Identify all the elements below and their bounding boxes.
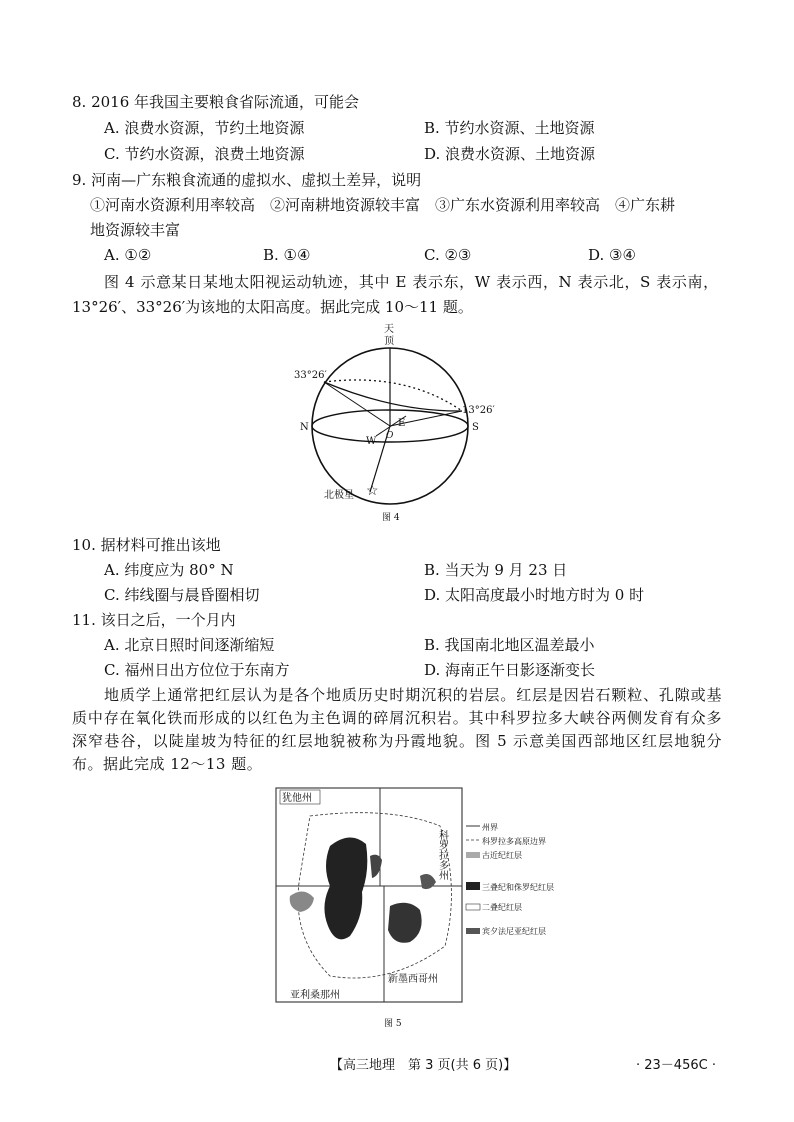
north-label: N	[300, 422, 309, 433]
fig4-intro-line2: 13°26′、33°26′为该地的太阳高度。据此完成 10～11 题。	[72, 298, 473, 316]
new-mexico-label: 新墨西哥州	[388, 974, 438, 985]
legend-state-border: 州界	[482, 823, 498, 832]
arizona-label: 亚利桑那州	[290, 990, 340, 1001]
fig4-intro-line1: 图 4 示意某日某地太阳视运动轨迹，其中 E 表示东，W 表示西，N 表示北，S 表示南，	[104, 273, 719, 291]
q9-items-line1: ①河南水资源利用率较高 ②河南耕地资源较丰富 ③广东水资源利用率较高 ④广东耕	[90, 196, 676, 214]
page-footer-center: 【高三地理 第 3 页(共 6 页)】	[330, 1058, 517, 1073]
fig5-intro-paragraph: 地质学上通常把红层认为是各个地质历史时期沉积的岩层。红层是因岩石颗粒、孔隙或基质中存在氧化铁而形成的以红色为主色调的碎屑沉积岩。其中科罗拉多大峡谷两侧发育有众多深窄巷谷，以陡崖坡为特征的红层地貌被称为丹霞地貌。图 5 示意美国西部地区红层地貌分布。据此完成 12～13 题。	[72, 686, 722, 773]
zenith-label-2: 顶	[384, 336, 394, 347]
utah-label: 犹他州	[282, 793, 312, 804]
polaris-star-icon: ☆	[366, 483, 379, 499]
sun-path-front	[324, 382, 462, 411]
q8-option-d: D. 浪费水资源、土地资源	[424, 145, 596, 163]
page-footer-code: · 23－456C ·	[636, 1058, 716, 1073]
polaris-label: 北极星	[324, 490, 354, 501]
q10-option-a: A. 纬度应为 80° N	[104, 561, 234, 579]
colorado-label: 科罗拉多州	[436, 830, 448, 880]
q11-option-a: A. 北京日照时间逐渐缩短	[104, 636, 275, 654]
q9-option-c: C. ②③	[424, 246, 472, 264]
q10-stem: 10. 据材料可推出该地	[72, 536, 221, 554]
q10-option-d: D. 太阳高度最小时地方时为 0 时	[424, 586, 645, 604]
q11-option-d: D. 海南正午日影逐渐变长	[424, 661, 596, 679]
q9-stem: 9. 河南—广东粮食流通的虚拟水、虚拟土差异，说明	[72, 171, 422, 189]
legend-pennsylvanian: 宾夕法尼亚纪红层	[482, 927, 546, 936]
figure-4-caption: 图 4	[382, 513, 400, 523]
q11-stem: 11. 该日之后，一个月内	[72, 611, 236, 629]
ray-high	[324, 382, 390, 426]
angle-high-label: 33°26′	[294, 370, 327, 381]
origin-label: O	[386, 431, 394, 441]
q10-option-b: B. 当天为 9 月 23 日	[424, 561, 568, 579]
q10-option-c: C. 纬线圈与晨昏圈相切	[104, 586, 260, 604]
west-label: W	[366, 436, 377, 447]
q8-option-a: A. 浪费水资源，节约土地资源	[104, 119, 305, 137]
q8-option-c: C. 节约水资源，浪费土地资源	[104, 145, 305, 163]
legend-triassic-jurassic: 三叠纪和侏罗纪红层	[482, 883, 554, 892]
figure-5-red-beds-map	[270, 786, 554, 1032]
angle-low-label: 13°26′	[462, 405, 495, 416]
q8-stem: 8. 2016 年我国主要粮食省际流通，可能会	[72, 93, 360, 111]
east-label: E	[398, 418, 406, 429]
q9-option-b: B. ①④	[263, 246, 311, 264]
legend-paleogene: 古近纪红层	[482, 851, 522, 860]
q11-option-b: B. 我国南北地区温差最小	[424, 636, 595, 654]
q8-option-b: B. 节约水资源、土地资源	[424, 119, 595, 137]
q9-items-line2: 地资源较丰富	[90, 221, 181, 239]
zenith-label-1: 天	[384, 324, 394, 335]
legend-plateau-border: 科罗拉多高原边界	[482, 837, 546, 846]
legend-permian: 二叠纪红层	[482, 903, 522, 912]
q9-option-a: A. ①②	[104, 246, 152, 264]
figure-5-caption: 图 5	[384, 1019, 402, 1029]
figure-4-sun-path-diagram	[286, 320, 506, 525]
south-label: S	[472, 422, 479, 433]
q11-option-c: C. 福州日出方位位于东南方	[104, 661, 290, 679]
q9-option-d: D. ③④	[588, 246, 636, 264]
